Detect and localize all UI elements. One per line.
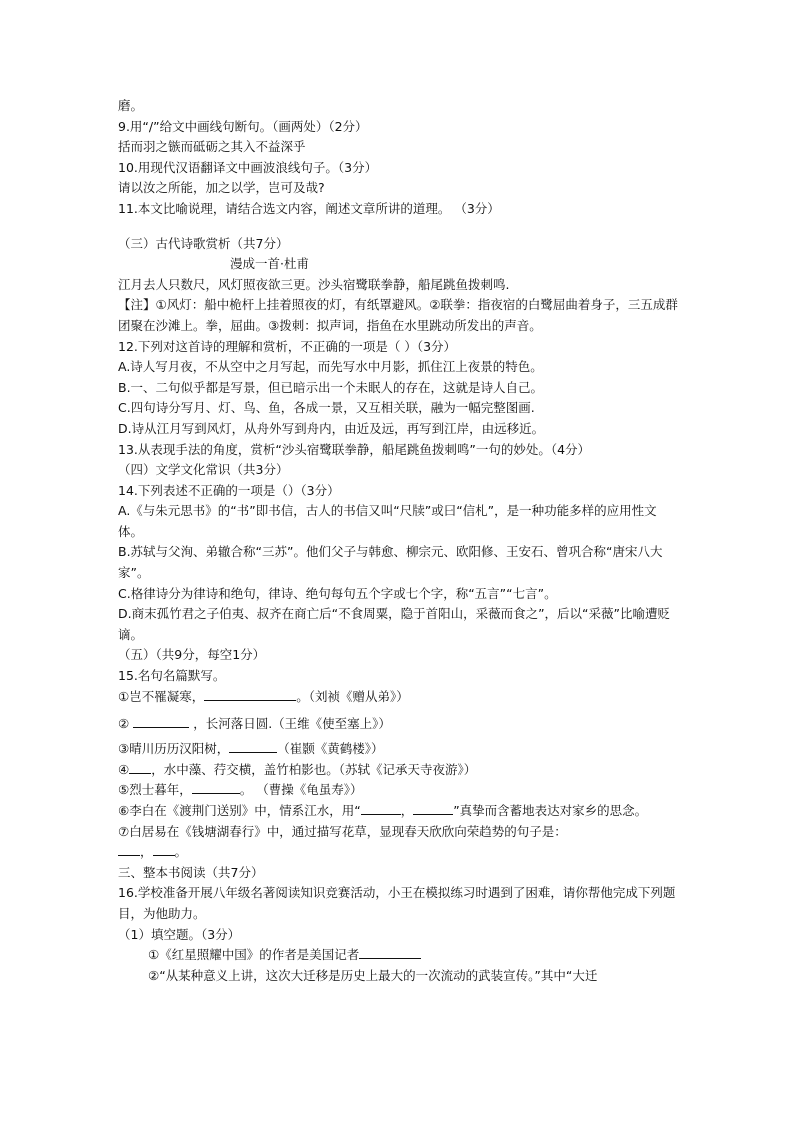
option-b: B.一、二句似乎都是写景，但已暗示出一个未眠人的存在，这就是诗人自己。 — [118, 379, 544, 395]
line-text: ，水中藻、荇交横，盖竹柏影也。（苏轼《记承天寺夜游》） — [151, 761, 477, 777]
answer-blank[interactable] — [413, 801, 453, 815]
recitation-line-7-answer — [118, 842, 678, 863]
fill-in-1 — [118, 945, 678, 966]
option-c: C.格律诗分为律诗和绝句，律诗、绝句每句五个字或七个字，称“五言”“七言”。 — [118, 585, 557, 601]
line-text: ①岂不罹凝寒， — [118, 688, 205, 704]
line-text: ，长河落日圆.（王维《使至塞上》） — [193, 716, 391, 732]
line-text: ④ — [118, 761, 130, 777]
line-text: ③晴川历历汉阳树， — [118, 741, 230, 757]
section-heading: 三、整本书阅读（共7分） — [118, 864, 264, 880]
option-a: A.诗人写月夜，不从空中之月写起，而先写水中月影，抓住江上夜景的特色。 — [118, 359, 543, 375]
section-heading: （三）古代诗歌赏析（共7分） — [118, 235, 289, 251]
question-16: 16.学校准备开展八年级名著阅读知识竞赛活动，小王在模拟练习时遇到了困难，请你帮他完成下列题目，为他助力。 — [118, 885, 676, 921]
section-heading: （四）文学文化常识（共3分） — [118, 462, 289, 478]
recitation-line-5 — [118, 780, 678, 801]
line-text: ， — [140, 844, 153, 860]
question-13: 13.从表现手法的角度，赏析“沙头宿鹭联拳静，船尾跳鱼拨刺鸣”一句的妙处。（4分） — [118, 441, 591, 457]
recitation-line-2 — [118, 711, 678, 737]
section-heading: （五）（共9分，每空1分） — [118, 647, 266, 663]
line-text: （崔颢《黄鹤楼》） — [277, 741, 384, 757]
recitation-line-3 — [118, 739, 678, 760]
line-text: ”真挚而含蓄地表达对家乡的思念。 — [453, 803, 648, 818]
poem-title: 漫成一首·杜甫 — [230, 256, 309, 272]
fill-in-2: ②“从某种意义上讲，这次大迁移是历史上最大的一次流动的武装宣传。”其中“大迁 — [148, 967, 598, 983]
question-12: 12.下列对这首诗的理解和赏析，不正确的一项是（ ）（3分） — [118, 338, 457, 354]
question-15: 15.名句名篇默写。 — [118, 668, 226, 684]
answer-blank[interactable] — [129, 760, 151, 774]
text-line: 括而羽之镞而砥砺之其入不益深乎 — [118, 139, 306, 155]
answer-blank[interactable] — [361, 801, 401, 815]
option-d: D.诗从江月写到风灯，从舟外写到舟内，由近及远，再写到江岸，由远移近。 — [118, 420, 545, 436]
recitation-line-4 — [118, 760, 678, 781]
recitation-line-7: ⑦白居易在《钱塘湖春行》中，通过描写花草，显现春天欣欣向荣趋势的句子是： — [118, 823, 567, 839]
answer-blank[interactable] — [153, 842, 175, 856]
answer-blank[interactable] — [204, 687, 296, 701]
recitation-line-1 — [118, 687, 678, 708]
question-11: 11.本文比喻说理，请结合选文内容，阐述文章所讲的道理。 （3分） — [118, 200, 500, 216]
line-text: 。（刘祯《赠从弟》） — [296, 688, 409, 704]
poem-notes: 【注】①风灯：船中桅杆上挂着照夜的灯，有纸罩避风。②联拳：指夜宿的白鹭屈曲着身子，三五成群团聚在沙滩上。拳，屈曲。③拨刺：拟声词，指鱼在水里跳动所发出的声音。 — [118, 297, 678, 333]
option-c: C.四句诗分写月、灯、鸟、鱼，各成一景，又互相关联，融为一幅完整图画. — [118, 400, 535, 416]
line-text: ①《红星照耀中国》的作者是美国记者 — [148, 947, 360, 963]
poem-text: 江月去人只数尺，风灯照夜欲三更。沙头宿鹭联拳静，船尾跳鱼拨刺鸣. — [118, 276, 510, 292]
line-text: ② — [118, 716, 130, 732]
recitation-line-6 — [118, 801, 678, 822]
option-a: A.《与朱元思书》的“书”即书信，古人的书信又叫“尺牍”或曰“信札”，是一种功能多样的应用性文体。 — [118, 503, 657, 539]
answer-blank[interactable] — [192, 780, 240, 794]
line-text: ⑤烈士暮年， — [118, 782, 192, 798]
line-text: ， — [400, 803, 414, 818]
option-d: D.商末孤竹君之子伯夷、叔齐在商亡后“不食周粟，隐于首阳山，采薇而食之”，后以“采薇”比喻遭贬谪。 — [118, 606, 671, 642]
question-9: 9.用“/”给文中画线句断句。（画两处）（2分） — [118, 118, 368, 134]
line-text: ⑥李白在《渡荆门送别》中，情系江水，用“ — [118, 803, 361, 818]
text-line: 请以汝之所能，加之以学，岂可及哉? — [118, 180, 325, 196]
answer-blank[interactable] — [359, 945, 421, 959]
text-line: 磨。 — [118, 98, 144, 113]
answer-blank[interactable] — [118, 842, 140, 856]
line-text: 。 （曹操《龟虽寿》） — [239, 782, 363, 798]
answer-blank[interactable] — [133, 714, 189, 728]
answer-blank[interactable] — [229, 739, 277, 753]
question-10: 10.用现代汉语翻译文中画波浪线句子。（3分） — [118, 159, 378, 175]
exam-page — [118, 96, 678, 986]
spacer — [118, 220, 678, 234]
sub-question: （1）填空题。（3分） — [118, 926, 241, 942]
option-b: B.苏轼与父洵、弟辙合称“三苏”。他们父子与韩愈、柳宗元、欧阳修、王安石、曾巩合称“唐宋八大家”。 — [118, 544, 663, 581]
question-14: 14.下列表述不正确的一项是（）（3分） — [118, 482, 340, 498]
line-text: 。 — [174, 844, 188, 860]
